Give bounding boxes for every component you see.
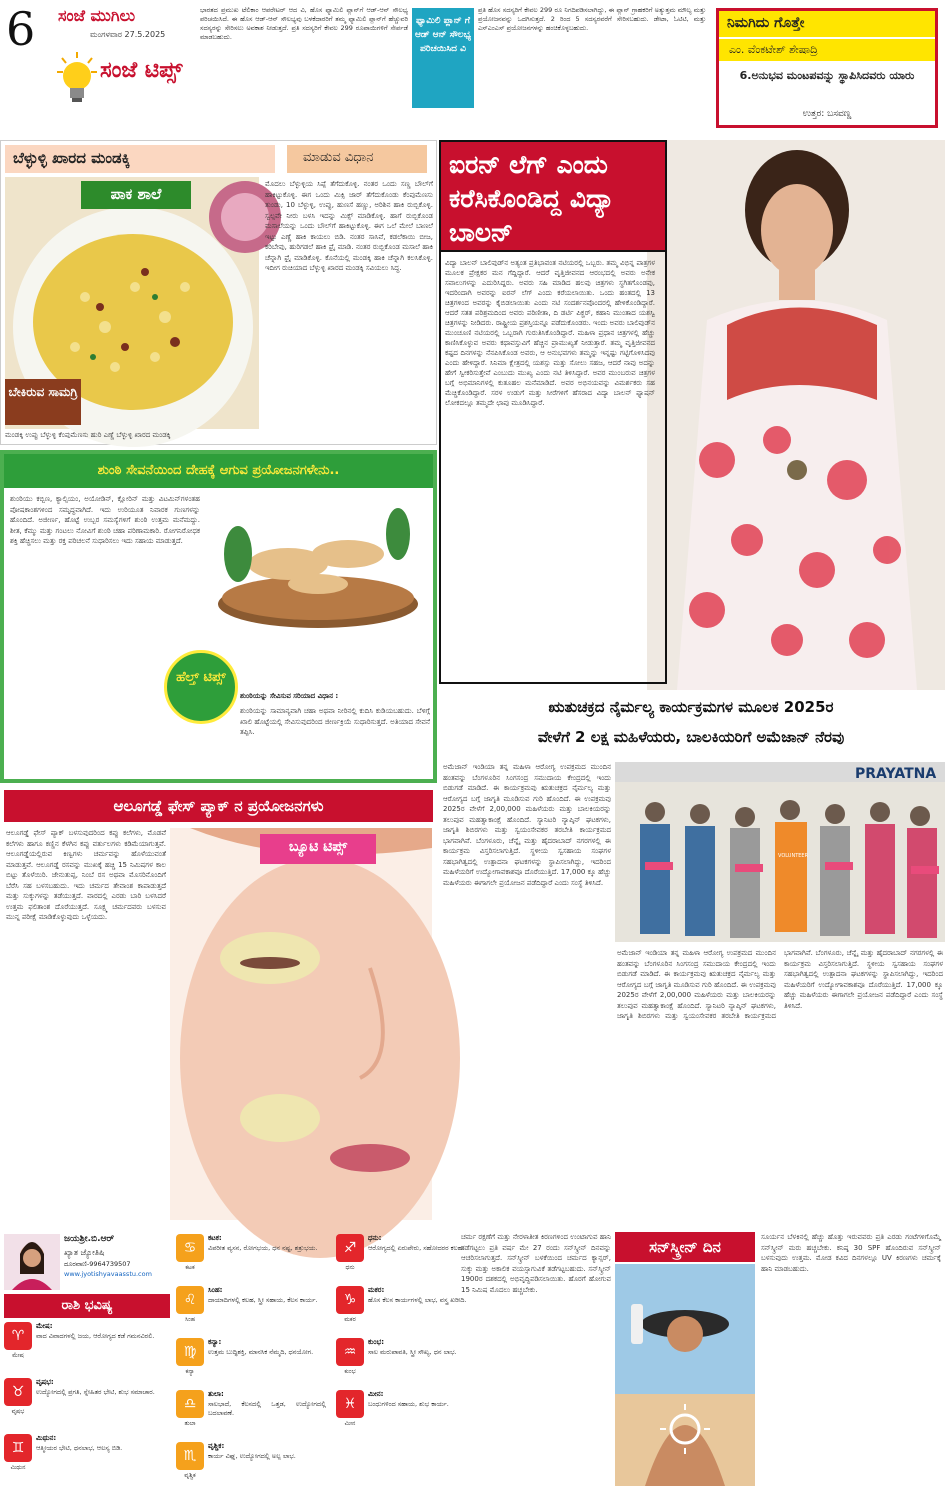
page-number: 6 [6, 2, 36, 56]
actress-photo [647, 140, 945, 690]
zodiac-icon: ♎ [176, 1390, 204, 1418]
sunscreen-body2: ಸೂರ್ಯನ ಬೆಳಕಿನಲ್ಲಿ ಹೆಚ್ಚು ಹೊತ್ತು ಇರುವವರು ಪ್ರತಿ ಎರಡು ಗಂಟೆಗಳಿಗೊಮ್ಮೆ ಸನ್‌ಸ್ಕ್ರೀನ್ ಮರು ಹಚ್ಚಬೇಕು. ಕನಿಷ್ಠ 30 SPF ಹೊಂದಿರುವ ಸನ್‌ಸ್ಕ್ರೀನ್ ಬಳಸುವುದು ಉತ್ತಮ. ಮೋಡ ಕವಿದ ದಿನಗಳಲ್ಲೂ UV ಕಿರಣಗಳು ಚರ್ಮಕ್ಕೆ ಹಾನಿ ಮಾಡಬಹುದು. [761, 1233, 941, 1273]
zodiac-name: ವೃಶ್ಚಿಕ: [208, 1442, 225, 1450]
zodiac-prediction: ಕಾರ್ಯ ವಿಘ್ನ, ಉದ್ಯೋಗದಲ್ಲಿ ಅಲ್ಪ ಲಾಭ. [208, 1452, 296, 1460]
astrologer-phone: ದೂರವಾಣಿ-9964739507 [64, 1260, 131, 1268]
amazon-headline-1: ಋತುಚಕ್ರದ ನೈರ್ಮಲ್ಯ ಕಾರ್ಯಕ್ರಮಗಳ ಮೂಲಕ 2025ರ [548, 698, 834, 716]
zodiac-icon: ♋ [176, 1234, 204, 1262]
top-story-right: ಪ್ರತಿ ಹೊಸ ಸದಸ್ಯರಿಗೆ ಕೇವಲ 299 ರೂ ನಿಗದಿಪಡಿಸಲಾಗಿದ್ದು, ಈ ಪ್ಲಾನ್ ಗ್ರಾಹಕರಿಗೆ ಅತ್ಯುತ್ತಮ ಮೌಲ್ಯ ಮತ್ತು ಪ್ರಯೋಜನವನ್ನು ಒದಗಿಸುತ್ತದೆ. 2 ರಿಂದ 5 ಸದಸ್ಯರವರೆಗೆ ಸೇರಿಸಬಹುದು. ಡೇಟಾ, ಓಟಿಟಿ, ಮತ್ತು ಎಸ್‌ಎಂಎಸ್ ಪ್ರಯೋಜನಗಳನ್ನು ಹಂಚಿಕೊಳ್ಳಬಹುದು. [478, 6, 706, 32]
zodiac-label: ಕಟಕ [185, 1264, 195, 1271]
zodiac-prediction: ಸಾಲ ಮರುಪಾವತಿ, ಸ್ತ್ರೀ ಸೌಖ್ಯ, ಧನ ಲಾಭ. [368, 1348, 457, 1356]
quiz-box [716, 8, 938, 128]
zodiac-label: ತುಲಾ [184, 1420, 196, 1427]
zodiac-prediction: ಆರೋಗ್ಯದಲ್ಲಿ ಏರುಪೇರು, ಸಹೋದರರ ಕಲಹ. [368, 1244, 465, 1252]
zodiac-name: ಮೇಷ: [36, 1322, 53, 1330]
recipe-method-label: ಮಾಡುವ ವಿಧಾನ [287, 145, 427, 173]
quiz-answer: ಉತ್ತರ: ಬಸವಣ್ಣ [802, 109, 852, 119]
section-title: ಸಂಜೆ ಟಿಪ್ಸ್ [100, 58, 183, 83]
zodiac-name: ತುಲಾ: [208, 1390, 224, 1398]
zodiac-name: ಮೀನ: [368, 1390, 384, 1398]
sunscreen-body: ಚರ್ಮ ರಕ್ಷಣೆಗೆ ಮತ್ತು ನೇರಳಾತೀತ ಕಿರಣಗಳಿಂದ ಉಂಟಾಗುವ ಹಾನಿ ತಡೆಗಟ್ಟಲು ಪ್ರತಿ ವರ್ಷ ಮೇ 27 ರಂದು ಸನ್‌ಸ್ಕ್ರೀನ್ ದಿನವನ್ನು ಆಚರಿಸಲಾಗುತ್ತದೆ. ಸನ್‌ಸ್ಕ್ರೀನ್ ಬಳಕೆಯಿಂದ ಚರ್ಮದ ಕ್ಯಾನ್ಸರ್, ಸುಕ್ಕು ಮತ್ತು ಅಕಾಲಿಕ ವಯಸ್ಸಾಗುವಿಕೆ ತಡೆಗಟ್ಟಬಹುದು. ಸನ್‌ಸ್ಕ್ರೀನ್ 1900ರ ದಶಕದಲ್ಲಿ ಅಭಿವೃದ್ಧಿಪಡಿಸಲಾಯಿತು. ಹೊರಗೆ ಹೋಗುವ 15 ನಿಮಿಷ ಮೊದಲು ಹಚ್ಚಬೇಕು. [461, 1233, 611, 1294]
ginger-body: ಶುಂಠಿಯು ಕಬ್ಬಿಣ, ಕ್ಯಾಲ್ಸಿಯಂ, ಅಯೋಡಿನ್, ಕ್ಲೋರಿನ್ ಮತ್ತು ವಿಟಮಿನ್‌ಗಳಂತಹ ಪೋಷಕಾಂಶಗಳಿಂದ ಸಮೃದ್ಧವಾಗಿದೆ. ಇದು ಉರಿಯೂತ ನಿವಾರಕ ಗುಣಗಳನ್ನು ಹೊಂದಿದೆ. ಅಜೀರ್ಣ, ಹೊಟ್ಟೆ ಉಬ್ಬರ ಸಮಸ್ಯೆಗಳಿಗೆ ಶುಂಠಿ ಉತ್ತಮ ಮನೆಮದ್ದು. ಶೀತ, ಕೆಮ್ಮು ಮತ್ತು ಗಂಟಲು ನೋವಿಗೆ ಶುಂಠಿ ಚಹಾ ಪರಿಣಾಮಕಾರಿ. ರೋಗನಿರೋಧಕ ಶಕ್ತಿ ಹೆಚ್ಚಿಸಲು ಮತ್ತು ರಕ್ತ ಪರಿಚಲನೆ ಸುಧಾರಿಸಲು ಇದು ಸಹಾಯ ಮಾಡುತ್ತದೆ. [10, 495, 200, 545]
issue-date: ಮಂಗಳವಾರ 27.5.2025 [90, 30, 166, 39]
zodiac-name: ಮಕರ: [368, 1286, 385, 1294]
zodiac-prediction: ಸಾಲಭಾದೆ, ಕೆಲಸದಲ್ಲಿ ಒತ್ತಡ, ಉದ್ಯೋಗದಲ್ಲಿ ಬದಲಾವಣೆ. [208, 1400, 326, 1417]
zodiac-label: ಸಿಂಹ [184, 1316, 195, 1323]
zodiac-label: ಕುಂಭ [344, 1368, 356, 1375]
brand-logo: ಸಂಜೆ ಮುಗಿಲು [58, 6, 136, 25]
zodiac-name: ಸಿಂಹ: [208, 1286, 223, 1294]
amazon-body-cont: ಅಮೆಜಾನ್ ಇಂಡಿಯಾ ತನ್ನ ಮಹಿಳಾ ಆರೋಗ್ಯ ಉಪಕ್ರಮದ ಮುಂದಿನ ಹಂತವನ್ನು ಬೆಂಗಳೂರಿನ ಸಿಂಗಸಂದ್ರ ಸಮುದಾಯ ಕೇಂದ್ರದಲ್ಲಿ ಇಂದು ಬಿಡುಗಡೆ ಮಾಡಿದೆ. ಈ ಕಾರ್ಯಕ್ರಮವು ಋತುಚಕ್ರದ ನೈರ್ಮಲ್ಯ ಮತ್ತು ಆರೋಗ್ಯದ ಬಗ್ಗೆ ಜಾಗೃತಿ ಮೂಡಿಸುವ ಗುರಿ ಹೊಂದಿದೆ. ಈ ಉಪಕ್ರಮವು 2025ರ ವೇಳೆಗೆ 2,00,000 ಮಹಿಳೆಯರು ಮತ್ತು ಬಾಲಕಿಯರನ್ನು ತಲುಪುವ ಮಹತ್ವಾಕಾಂಕ್ಷೆ ಹೊಂದಿದೆ. ಸ್ಯಾನಿಟರಿ ನ್ಯಾಪ್ಕಿನ್ ಘಟಕಗಳು, ಜಾಗೃತಿ ಶಿಬಿರಗಳು ಮತ್ತು ಸ್ವಯಂಸೇವಕರ ತರಬೇತಿ ಕಾರ್ಯಕ್ರಮದ ಭಾಗವಾಗಿವೆ. ಬೆಂಗಳೂರು, ಚೆನ್ನೈ ಮತ್ತು ಹೈದರಾಬಾದ್ ನಗರಗಳಲ್ಲಿ ಈ ಕಾರ್ಯಕ್ರಮ ವಿಸ್ತರಿಸಲಾಗುತ್ತಿದೆ. ಸ್ಥಳೀಯ ಸ್ವಸಹಾಯ ಸಂಘಗಳ ಸಹಭಾಗಿತ್ವದಲ್ಲಿ ಉತ್ಪಾದನಾ ಘಟಕಗಳನ್ನು ಸ್ಥಾಪಿಸಲಾಗಿದ್ದು, ಇದರಿಂದ ಮಹಿಳೆಯರಿಗೆ ಉದ್ಯೋಗಾವಕಾಶವೂ ದೊರೆಯುತ್ತಿದೆ. 17,000 ಕ್ಕೂ ಹೆಚ್ಚು ಮಹಿಳೆಯರು ಈಗಾಗಲೇ ಪ್ರಯೋಜನ ಪಡೆದಿದ್ದಾರೆ ಎಂದು ಸಂಸ್ಥೆ ತಿಳಿಸಿದೆ. [617, 949, 943, 1020]
zodiac-name: ಕನ್ಯಾ: [208, 1338, 222, 1346]
zodiac-label: ಮಕರ [344, 1316, 356, 1323]
zodiac-prediction: ವಿಪರೀತ ವ್ಯಸನ, ರೋಗಭಯ, ಧನ ನಷ್ಟ, ಶತ್ರುಭಯ. [208, 1244, 318, 1252]
zodiac-prediction: ಆತ್ಮೀಯರ ಭೇಟಿ, ಧನಲಾಭ, ಆಲಸ್ಯ ಬಿಡಿ. [36, 1444, 123, 1452]
zodiac-icon: ♈ [4, 1322, 32, 1350]
zodiac-icon: ♐ [336, 1234, 364, 1262]
zodiac-icon: ♍ [176, 1338, 204, 1366]
top-story-left: ಭಾರತದ ಪ್ರಮುಖ ಟೆಲಿಕಾಂ ಆಪರೇಟರ್ ಆದ ವಿ, ಹೊಸ ಫ್ಯಾಮಿಲಿ ಪ್ಲಾನ್‌ಗೆ ಆಡ್-ಆನ್ ಸೌಲಭ್ಯ ಪರಿಚಯಿಸಿದೆ. ಈ ಹೊಸ ಆಡ್-ಆನ್ ಸೌಲಭ್ಯವು ಬಳಕೆದಾರರಿಗೆ ತಮ್ಮ ಫ್ಯಾಮಿಲಿ ಪ್ಲಾನ್‌ಗೆ ಹೆಚ್ಚುವರಿ ಸದಸ್ಯರನ್ನು ಸೇರಿಸಲು ಅವಕಾಶ ನೀಡುತ್ತದೆ. ಪ್ರತಿ ಸದಸ್ಯರಿಗೆ ಕೇವಲ 299 ರೂಪಾಯಿಗಳಿಗೆ ಸೇರ್ಪಡೆ ಮಾಡಬಹುದು. [200, 6, 408, 41]
ginger-section [0, 450, 437, 783]
zodiac-icon: ♌ [176, 1286, 204, 1314]
astrologer-site: www.jyotishyavaasstu.com [64, 1270, 152, 1278]
zodiac-prediction: ದಾಯಾದಿಗಳಲ್ಲಿ ಕಲಹ, ಸ್ತ್ರೀ ಸಹಾಯ, ಕೆಲಸ ಕಾರ್ಯ. [208, 1296, 318, 1304]
zodiac-prediction: ಉತ್ತಮ ಬುದ್ಧಿಶಕ್ತಿ, ಮಾನಸಿಕ ನೆಮ್ಮದಿ, ಧನಯೋಗ. [208, 1348, 314, 1356]
masthead [0, 0, 945, 132]
zodiac-label: ವೃಷಭ [11, 1408, 25, 1415]
zodiac-prediction: ಹೊಸ ಕೆಲಸ ಕಾರ್ಯಗಳಲ್ಲಿ ಲಾಭ, ವಸ್ತ್ರ ಖರೀದಿ. [368, 1296, 467, 1304]
ginger-title: ಶುಂಠಿ ಸೇವನೆಯಿಂದ ದೇಹಕ್ಕೆ ಆಗುವ ಪ್ರಯೋಜನಗಳೇನು.. [4, 454, 433, 488]
astrologer-role: ಖ್ಯಾತ ಜ್ಯೋತಿಷಿ [64, 1248, 105, 1257]
zodiac-prediction: ವಾದ ವಿವಾದಗಳಲ್ಲಿ ಜಯ, ಆರೋಗ್ಯದ ಕಡೆ ಗಮನವಿರಲಿ. [36, 1332, 155, 1340]
potato-body: ಆಲೂಗಡ್ಡೆ ಫೇಸ್ ಪ್ಯಾಕ್ ಬಳಸುವುದರಿಂದ ಕಪ್ಪು ಕಲೆಗಳು, ಮೊಡವೆ ಕಲೆಗಳು ಹಾಗೂ ಕಣ್ಣಿನ ಕೆಳಗಿನ ಕಪ್ಪು ವರ್ತುಲಗಳು ಕಡಿಮೆಯಾಗುತ್ತವೆ. ಆಲೂಗಡ್ಡೆಯಲ್ಲಿರುವ ಕಿಣ್ವಗಳು ಚರ್ಮವನ್ನು ಹೊಳೆಯುವಂತೆ ಮಾಡುತ್ತವೆ. ಆಲೂಗಡ್ಡೆ ರಸವನ್ನು ಮುಖಕ್ಕೆ ಹಚ್ಚಿ 15 ನಿಮಿಷಗಳ ಕಾಲ ಬಿಟ್ಟು ತೊಳೆಯಿರಿ. ಜೇನುತುಪ್ಪ, ನಿಂಬೆ ರಸ ಅಥವಾ ಮೊಸರಿನೊಂದಿಗೆ ಬೆರೆಸಿ ಸಹ ಬಳಸಬಹುದು. ಇದು ಚರ್ಮದ ತೇವಾಂಶ ಕಾಪಾಡುತ್ತದೆ ಮತ್ತು ಸುಕ್ಕುಗಳನ್ನು ತಡೆಯುತ್ತದೆ. ವಾರದಲ್ಲಿ ಎರಡು ಬಾರಿ ಬಳಸಿದರೆ ಉತ್ತಮ ಫಲಿತಾಂಶ ದೊರೆಯುತ್ತದೆ. ಸೂಕ್ಷ್ಮ ಚರ್ಮದವರು ಬಳಸುವ ಮುನ್ನ ಪರೀಕ್ಷೆ ಮಾಡಿಕೊಳ್ಳುವುದು ಒಳ್ಳೆಯದು. [6, 829, 166, 921]
amazon-headline-2: ವೇಳೆಗೆ 2 ಲಕ್ಷ ಮಹಿಳೆಯರು, ಬಾಲಕಿಯರಿಗೆ ಅಮೆಜಾನ್ ನೆರವು [537, 728, 845, 746]
amazon-section [437, 696, 945, 1226]
zodiac-icon: ♑ [336, 1286, 364, 1314]
zodiac-label: ಮಿಥುನ [10, 1464, 26, 1471]
health-tips-badge: ಹೆಲ್ತ್ ಟಿಪ್ಸ್ [164, 650, 238, 724]
beauty-tips-badge: ಬ್ಯೂಟಿ ಟಿಪ್ಸ್ [260, 834, 376, 864]
sunscreen-photo [615, 1264, 755, 1486]
astrology-section [0, 1230, 467, 1491]
quiz-title: ನಿಮಗಿದು ಗೊತ್ತೇ [719, 11, 935, 37]
astrology-title: ರಾಶಿ ಭವಿಷ್ಯ [4, 1294, 170, 1318]
sunscreen-section [455, 1230, 945, 1491]
zodiac-label: ಮೇಷ [12, 1352, 24, 1359]
zodiac-name: ಕಟಕ: [208, 1234, 222, 1242]
amazon-banner-text: PRAYATNA [855, 766, 937, 782]
zodiac-name: ವೃಷಭ: [36, 1378, 54, 1386]
zodiac-label: ಮೀನ [344, 1420, 356, 1427]
zodiac-icon: ♓ [336, 1390, 364, 1418]
zodiac-icon: ♊ [4, 1434, 32, 1462]
potato-title: ಆಲೂಗಡ್ಡೆ ಫೇಸ್ ಪ್ಯಾಕ್ ನ ಪ್ರಯೋಜನಗಳು [4, 790, 433, 822]
zodiac-icon: ♉ [4, 1378, 32, 1406]
potato-photo [170, 828, 432, 1220]
recipe-title: ಬೆಳ್ಳುಳ್ಳಿ ಖಾರದ ಮಂಡಕ್ಕಿ [5, 145, 275, 173]
ginger-body2: ಶುಂಠಿಯನ್ನು ಸಾಮಾನ್ಯವಾಗಿ ಚಹಾ ಅಥವಾ ನೀರಿನಲ್ಲಿ ಕುದಿಸಿ ಕುಡಿಯಬಹುದು. ಬೆಳಿಗ್ಗೆ ಖಾಲಿ ಹೊಟ್ಟೆಯಲ್ಲಿ ಸೇವಿಸುವುದರಿಂದ ಜೀರ್ಣಕ್ರಿಯೆ ಸುಧಾರಿಸುತ್ತದೆ. ಅತಿಯಾದ ಸೇವನೆ ತಪ್ಪಿಸಿ. [240, 707, 430, 736]
recipe-section [0, 140, 437, 445]
sunscreen-title: ಸನ್‌ಸ್ಕ್ರೀನ್ ದಿನ [615, 1232, 755, 1262]
actress-body: ವಿದ್ಯಾ ಬಾಲನ್ ಬಾಲಿವುಡ್‌ನ ಅತ್ಯಂತ ಪ್ರತಿಭಾವಂತ ನಟಿಯರಲ್ಲಿ ಒಬ್ಬರು. ತಮ್ಮ ವಿಭಿನ್ನ ಪಾತ್ರಗಳ ಮೂಲಕ ಪ್ರೇಕ್ಷಕರ ಮನ ಗೆದ್ದಿದ್ದಾರೆ. ಆದರೆ ವೃತ್ತಿಜೀವನದ ಆರಂಭದಲ್ಲಿ ಅವರು ಅನೇಕ ಸವಾಲುಗಳನ್ನು ಎದುರಿಸಿದ್ದರು. ಅವರು ಸಹಿ ಮಾಡಿದ ಹಲವು ಚಿತ್ರಗಳು ಸ್ಥಗಿತಗೊಂಡವು, ಇದರಿಂದಾಗಿ ಅವರನ್ನು ಐರನ್ ಲೆಗ್ ಎಂದು ಕರೆಯಲಾಯಿತು. ಒಂದು ಹಂತದಲ್ಲಿ 13 ಚಿತ್ರಗಳಿಂದ ಅವರನ್ನು ಕೈಬಿಡಲಾಯಿತು ಎಂದು ನಟಿ ಸಂದರ್ಶನವೊಂದರಲ್ಲಿ ಹೇಳಿಕೊಂಡಿದ್ದಾರೆ. ಆದರೆ ಸತತ ಪರಿಶ್ರಮದಿಂದ ಅವರು ಪರಿಣೀತಾ, ದಿ ಡರ್ಟಿ ಪಿಕ್ಚರ್, ಕಹಾನಿ ಮುಂತಾದ ಯಶಸ್ವಿ ಚಿತ್ರಗಳನ್ನು ನೀಡಿದರು. ರಾಷ್ಟ್ರೀಯ ಪ್ರಶಸ್ತಿಯನ್ನೂ ಪಡೆದುಕೊಂಡರು. ಇಂದು ಅವರು ಬಾಲಿವುಡ್‌ನ ಮುಂಚೂಣಿ ನಟಿಯರಲ್ಲಿ ಒಬ್ಬರಾಗಿ ಗುರುತಿಸಿಕೊಂಡಿದ್ದಾರೆ. ಮಹಿಳಾ ಪ್ರಧಾನ ಚಿತ್ರಗಳಲ್ಲಿ ಹೆಚ್ಚು ಕಾಣಿಸಿಕೊಳ್ಳುವ ಅವರು ಕಥಾವಸ್ತುವಿಗೆ ಹೆಚ್ಚಿನ ಪ್ರಾಮುಖ್ಯತೆ ನೀಡುತ್ತಾರೆ. ತಮ್ಮ ವೃತ್ತಿಜೀವನದ ಕಷ್ಟದ ದಿನಗಳನ್ನು ನೆನಪಿಸಿಕೊಂಡ ಅವರು, ಆ ಅನುಭವಗಳು ತಮ್ಮನ್ನು ಇನ್ನಷ್ಟು ಗಟ್ಟಿಗೊಳಿಸಿದವು ಎಂದು ಹೇಳಿದ್ದಾರೆ. ಸಿನಿಮಾ ಕ್ಷೇತ್ರದಲ್ಲಿ ಯಶಸ್ಸು ಮತ್ತು ಸೋಲು ಸಹಜ, ಆದರೆ ನಾವು ಅದನ್ನು ಹೇಗೆ ಸ್ವೀಕರಿಸುತ್ತೇವೆ ಎಂಬುದು ಮುಖ್ಯ ಎಂದು ನಟಿ ತಿಳಿಸಿದ್ದಾರೆ. ಅವರ ಮುಂಬರುವ ಚಿತ್ರಗಳ ಬಗ್ಗೆ ಅಭಿಮಾನಿಗಳಲ್ಲಿ ಕುತೂಹಲ ಮನೆಮಾಡಿದೆ. ಅವರ ಅಭಿನಯವನ್ನು ವಿಮರ್ಶಕರು ಸಹ ಮೆಚ್ಚಿಕೊಂಡಿದ್ದಾರೆ. ಸರಳ ಉಡುಗೆ ಮತ್ತು ಸೀರೆಗಳಿಗೆ ಹೆಸರಾದ ವಿದ್ಯಾ ಬಾಲನ್ ಫ್ಯಾಷನ್ ಲೋಕದಲ್ಲೂ ತಮ್ಮದೇ ಛಾಪು ಮೂಡಿಸಿದ್ದಾರೆ. [445, 259, 655, 407]
kitchen-label: ಪಾಕ ಶಾಲೆ [81, 181, 191, 209]
zodiac-icon: ♏ [176, 1442, 204, 1470]
ginger-photo [208, 494, 428, 644]
actress-section [437, 140, 945, 690]
zodiac-label: ಕನ್ಯಾ [185, 1368, 195, 1375]
top-story-tag: ಫ್ಯಾಮಿಲಿ ಪ್ಲಾನ್ ಗೆ ಆಡ್ ಆನ್ ಸೌಲಭ್ಯ ಪರಿಚಯಿಸಿದ ವಿ [412, 8, 474, 108]
zodiac-name: ಧನು: [368, 1234, 382, 1242]
zodiac-label: ವೃಶ್ಚಿಕ [184, 1472, 196, 1479]
ginger-sub1: ಶುಂಠಿಯನ್ನು ಸೇವಿಸುವ ಸರಿಯಾದ ವಿಧಾನ : [240, 692, 339, 700]
potato-section [0, 788, 437, 1226]
actress-body-border [439, 252, 667, 684]
amazon-body: ಅಮೆಜಾನ್ ಇಂಡಿಯಾ ತನ್ನ ಮಹಿಳಾ ಆರೋಗ್ಯ ಉಪಕ್ರಮದ ಮುಂದಿನ ಹಂತವನ್ನು ಬೆಂಗಳೂರಿನ ಸಿಂಗಸಂದ್ರ ಸಮುದಾಯ ಕೇಂದ್ರದಲ್ಲಿ ಇಂದು ಬಿಡುಗಡೆ ಮಾಡಿದೆ. ಈ ಕಾರ್ಯಕ್ರಮವು ಋತುಚಕ್ರದ ನೈರ್ಮಲ್ಯ ಮತ್ತು ಆರೋಗ್ಯದ ಬಗ್ಗೆ ಜಾಗೃತಿ ಮೂಡಿಸುವ ಗುರಿ ಹೊಂದಿದೆ. ಈ ಉಪಕ್ರಮವು 2025ರ ವೇಳೆಗೆ 2,00,000 ಮಹಿಳೆಯರು ಮತ್ತು ಬಾಲಕಿಯರನ್ನು ತಲುಪುವ ಮಹತ್ವಾಕಾಂಕ್ಷೆ ಹೊಂದಿದೆ. ಸ್ಯಾನಿಟರಿ ನ್ಯಾಪ್ಕಿನ್ ಘಟಕಗಳು, ಜಾಗೃತಿ ಶಿಬಿರಗಳು ಮತ್ತು ಸ್ವಯಂಸೇವಕರ ತರಬೇತಿ ಕಾರ್ಯಕ್ರಮದ ಭಾಗವಾಗಿವೆ. ಬೆಂಗಳೂರು, ಚೆನ್ನೈ ಮತ್ತು ಹೈದರಾಬಾದ್ ನಗರಗಳಲ್ಲಿ ಈ ಕಾರ್ಯಕ್ರಮ ವಿಸ್ತರಿಸಲಾಗುತ್ತಿದೆ. ಸ್ಥಳೀಯ ಸ್ವಸಹಾಯ ಸಂಘಗಳ ಸಹಭಾಗಿತ್ವದಲ್ಲಿ ಉತ್ಪಾದನಾ ಘಟಕಗಳನ್ನು ಸ್ಥಾಪಿಸಲಾಗಿದ್ದು, ಇದರಿಂದ ಮಹಿಳೆಯರಿಗೆ ಉದ್ಯೋಗಾವಕಾಶವೂ ದೊರೆಯುತ್ತಿದೆ. 17,000 ಕ್ಕೂ ಹೆಚ್ಚು ಮಹಿಳೆಯರು ಈಗಾಗಲೇ ಪ್ರಯೋಜನ ಪಡೆದಿದ್ದಾರೆ ಎಂದು ಸಂಸ್ಥೆ ತಿಳಿಸಿದೆ. [443, 763, 611, 887]
zodiac-name: ಕುಂಭ: [368, 1338, 385, 1346]
zodiac-prediction: ಉದ್ಯೋಗದಲ್ಲಿ ಪ್ರಗತಿ, ಸ್ನೇಹಿತರ ಭೇಟಿ, ಶುಭ ಸಮಾಚಾರ. [36, 1388, 155, 1396]
volunteer-vest-text: VOLUNTEER [778, 853, 809, 859]
astrologer-name: ಜಯಶ್ರೀ.ಬಿ.ಆರ್ [64, 1234, 115, 1244]
actress-headline: ಐರನ್ ಲೆಗ್ ಎಂದು ಕರೆಸಿಕೊಂಡಿದ್ದ ವಿದ್ಯಾ ಬಾಲನ್ [439, 140, 667, 252]
ingredients-label: ಬೇಕಿರುವ ಸಾಮಗ್ರಿ [5, 379, 81, 425]
quiz-question: 6.ಅನುಭವ ಮಂಟಪವನ್ನು ಸ್ಥಾಪಿಸಿದವರು ಯಾರು [739, 69, 915, 82]
bulb-icon [56, 50, 98, 106]
recipe-body: ಮೊದಲು ಬೆಳ್ಳುಳ್ಳಿಯ ಸಿಪ್ಪೆ ತೆಗೆದುಕೊಳ್ಳಿ. ನಂತರ ಒಂದು ಸಣ್ಣ ಬೌಲ್‌ಗೆ ಹಾಕಿಟ್ಟುಕೊಳ್ಳಿ. ಈಗ ಒಂದು ಮಿಕ್ಸಿ ಜಾರ್ ತೆಗೆದುಕೊಂಡು ಕೆಂಪುಮೆಣಸು ತುಂಡು, 10 ಬೆಳ್ಳುಳ್ಳಿ, ಉಪ್ಪು, ಹುಣಸೆ ಹಣ್ಣು, ಅರಿಶಿನ ಹಾಕಿ ರುಬ್ಬಿಕೊಳ್ಳಿ. ಸ್ವಲ್ಪವೇ ನೀರು ಬಳಸಿ ಇದನ್ನು ಮಿಕ್ಸ್ ಮಾಡಿಕೊಳ್ಳಿ. ಹಾಗೆ ರುಬ್ಬಿಕೊಂಡ ಮಸಾಲೆಯನ್ನು ಒಂದು ಬೌಲ್‌ಗೆ ಹಾಕಿಟ್ಟುಕೊಳ್ಳಿ. ಈಗ ಒಲೆ ಮೇಲೆ ಬಾಣಲೆ ಇಟ್ಟು ಎಣ್ಣೆ ಹಾಕಿ ಕಾಯಲು ಬಿಡಿ. ನಂತರ ಸಾಸಿವೆ, ಕಡಲೆಕಾಯಿ ಬೀಜ, ಕರಿಬೇವು, ಹುರಿಗಡಲೆ ಹಾಕಿ ಫ್ರೈ ಮಾಡಿ. ನಂತರ ರುಬ್ಬಿಕೊಂಡ ಮಸಾಲೆ ಹಾಕಿ ಚೆನ್ನಾಗಿ ಫ್ರೈ ಮಾಡಿಕೊಳ್ಳಿ. ಕೊನೆಯಲ್ಲಿ ಮಂಡಕ್ಕಿ ಹಾಕಿ ಚೆನ್ನಾಗಿ ಕಲಸಿಕೊಳ್ಳಿ. ಇದೀಗ ರುಚಿಯಾದ ಬೆಳ್ಳುಳ್ಳಿ ಖಾರದ ಮಂಡಕ್ಕಿ ಸವಿಯಲು ಸಿದ್ಧ. [265, 180, 433, 272]
zodiac-label: ಧನು [345, 1264, 355, 1271]
zodiac-prediction: ಬಂಧುಗಳಿಂದ ಸಹಾಯ, ಶುಭ ಕಾರ್ಯ. [368, 1400, 449, 1408]
zodiac-icon: ♒ [336, 1338, 364, 1366]
recipe-caption: ಮಂಡಕ್ಕಿ ಉಪ್ಪು ಬೆಳ್ಳುಳ್ಳಿ ಕೆಂಪುಮೆಣಸು ಹುರಿ ಎಣ್ಣೆ ಬೆಳ್ಳುಳ್ಳಿ ಖಾರದ ಮಂಡಕ್ಕಿ [5, 431, 171, 439]
amazon-photo [615, 762, 945, 942]
quiz-author: ಎಂ. ವೆಂಕಟೇಶ್ ಶೇಷಾದ್ರಿ [719, 39, 935, 61]
zodiac-name: ಮಿಥುನ: [36, 1434, 57, 1442]
astrologer-avatar [4, 1234, 60, 1290]
